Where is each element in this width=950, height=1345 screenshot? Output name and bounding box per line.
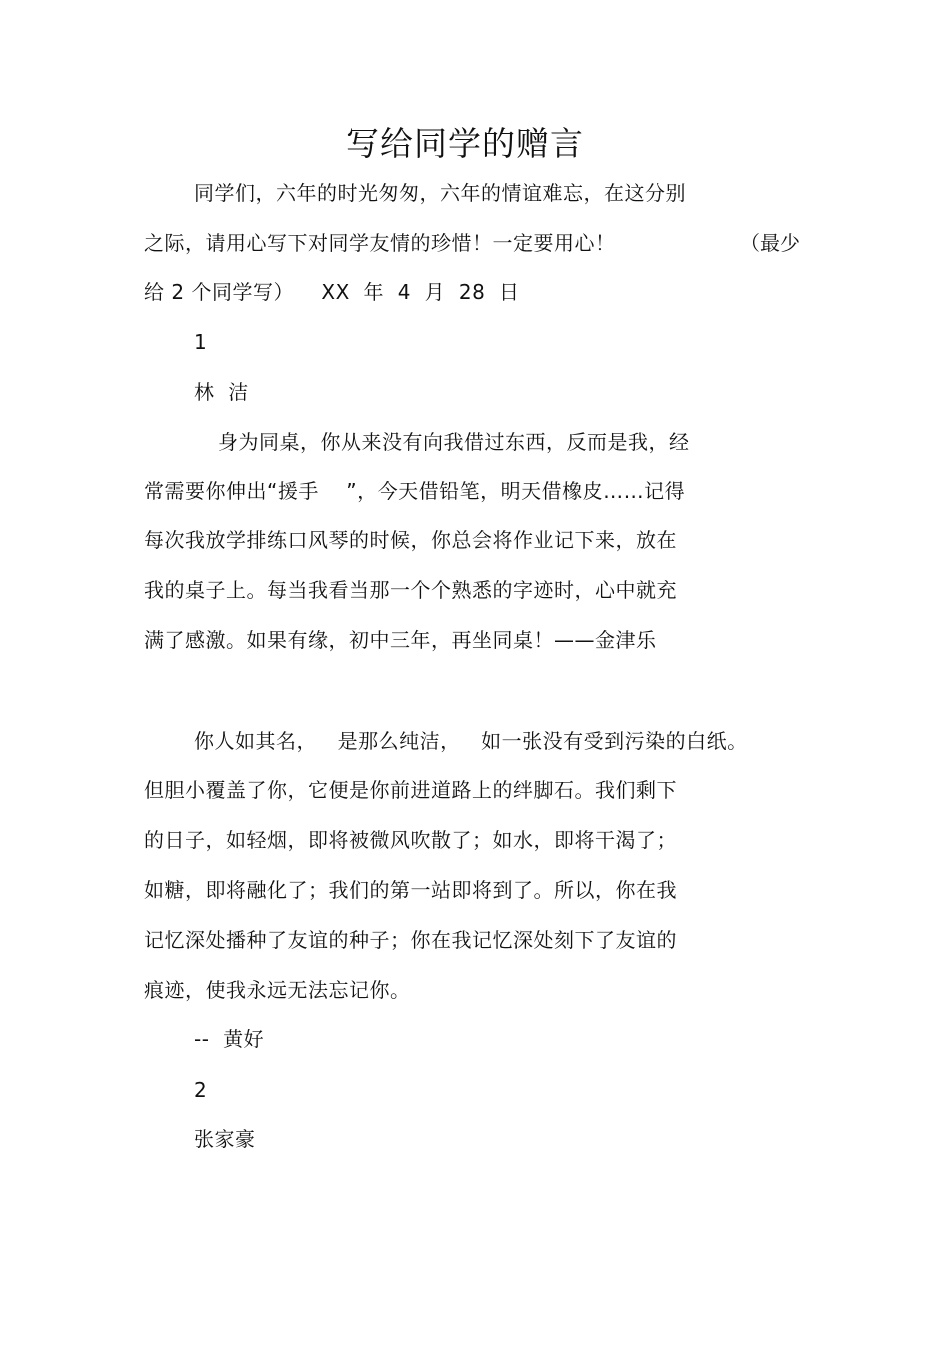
paragraph-line: 满了感激。如果有缘，初中三年，再坐同桌！——金津乐 — [144, 628, 657, 652]
entry-number-1: 1 — [194, 330, 208, 354]
paragraph-line: 你人如其名， 是那么纯洁， 如一张没有受到污染的白纸。 — [194, 729, 748, 753]
document-title: 写给同学的赠言 — [346, 124, 584, 163]
paragraph-line: 的日子，如轻烟，即将被微风吹散了；如水，即将干渴了； — [144, 828, 677, 852]
intro-line-1: 同学们，六年的时光匆匆，六年的情谊难忘，在这分别 — [194, 181, 686, 205]
paragraph-line: 每次我放学排练口风琴的时候，你总会将作业记下来，放在 — [144, 528, 677, 552]
paragraph-line: 身为同桌，你从来没有向我借过东西，反而是我，经 — [218, 430, 690, 454]
entry-number-2: 2 — [194, 1078, 208, 1102]
intro-line-3: 给 2 个同学写） XX 年 4 月 28 日 — [144, 280, 520, 304]
paragraph-line: 如糖，即将融化了；我们的第一站即将到了。所以，你在我 — [144, 878, 677, 902]
paragraph-line: 痕迹，使我永远无法忘记你。 — [144, 978, 411, 1002]
paragraph-line: 我的桌子上。每当我看当那一个个熟悉的字迹时，心中就充 — [144, 578, 677, 602]
intro-line-2: 之际，请用心写下对同学友情的珍惜！一定要用心！ — [144, 231, 616, 255]
paragraph-line: 但胆小覆盖了你，它便是你前进道路上的绊脚石。我们剩下 — [144, 778, 677, 802]
entry-name-1: 林 洁 — [194, 380, 249, 404]
signature: -- 黄好 — [194, 1027, 265, 1051]
intro-note: （最少 — [740, 231, 800, 255]
paragraph-line: 常需要你伸出“援手 ”，今天借铅笔，明天借橡皮……记得 — [144, 479, 686, 503]
entry-name-2: 张家豪 — [194, 1127, 256, 1151]
paragraph-line: 记忆深处播种了友谊的种子；你在我记忆深处刻下了友谊的 — [144, 928, 677, 952]
